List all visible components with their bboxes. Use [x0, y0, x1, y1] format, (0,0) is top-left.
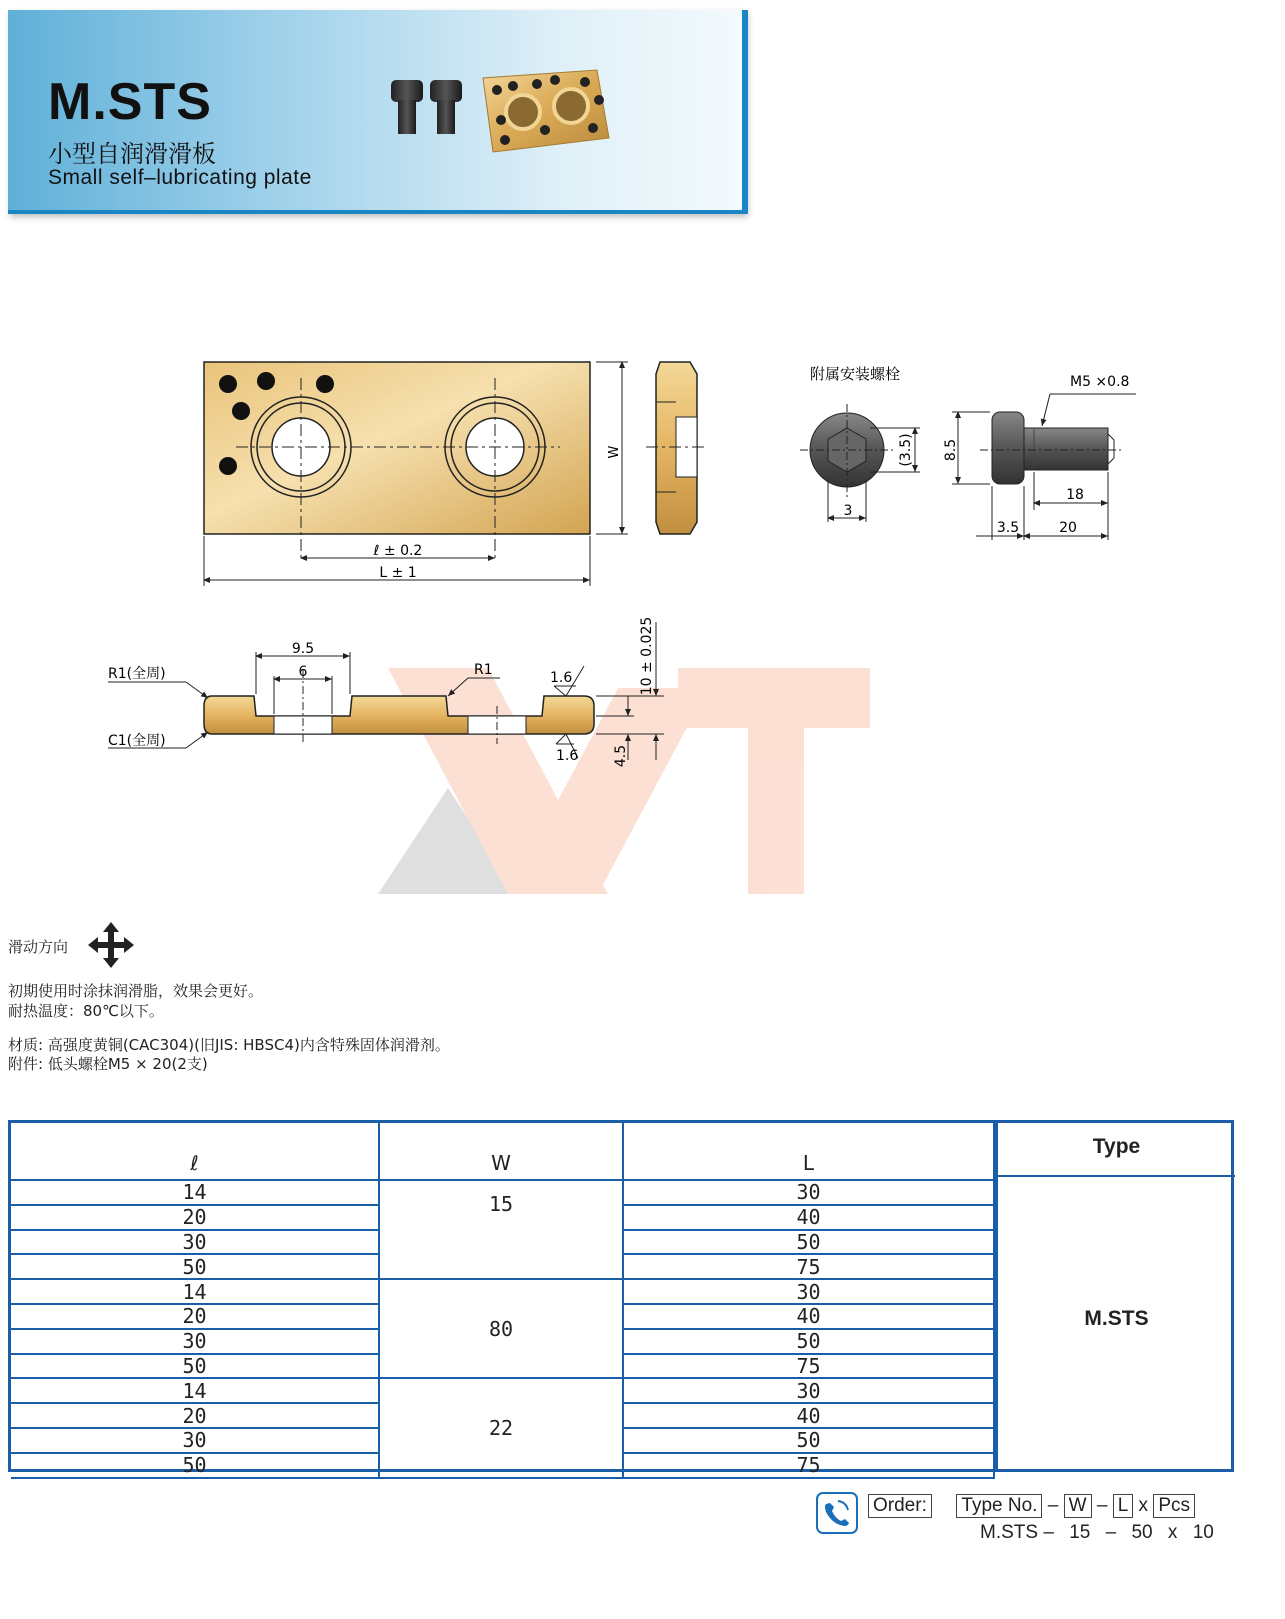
cell-w: 80: [379, 1279, 623, 1378]
bolt-side-view: [943, 374, 1136, 540]
table-row: [11, 1279, 994, 1304]
plate-side-view: [646, 362, 708, 534]
dim-w: W: [607, 445, 622, 459]
c1-all: C1(全周): [108, 733, 166, 749]
type-header: Type: [998, 1123, 1235, 1177]
plate-section-view: [108, 617, 664, 767]
table-row: [11, 1180, 994, 1205]
order-w: W: [1064, 1494, 1092, 1518]
order-x: x: [1167, 1522, 1178, 1543]
order-dash: –: [1043, 1522, 1054, 1543]
cell-l: 50: [11, 1354, 379, 1379]
note-heat: 耐热温度：80℃以下。: [8, 1002, 164, 1020]
cell-L: 50: [623, 1428, 994, 1453]
example-w: 15: [1069, 1522, 1091, 1543]
dim-4-5: 4.5: [613, 744, 629, 768]
r1-label: R1: [474, 662, 493, 678]
cell-L: 75: [623, 1354, 994, 1379]
plate-top-view: [204, 362, 628, 586]
bolt-end-view: [800, 404, 920, 522]
type-column: [995, 1123, 1235, 1469]
bolt-icon: [430, 80, 462, 134]
cell-L: 40: [623, 1304, 994, 1329]
thread-label: M5 ×0.8: [1070, 374, 1130, 390]
cell-L: 40: [623, 1403, 994, 1428]
spec-table: [8, 1120, 1234, 1478]
cell-l: 30: [11, 1428, 379, 1453]
subtitle-chinese: 小型自润滑滑板: [48, 140, 216, 168]
cell-l: 50: [11, 1453, 379, 1478]
product-photo: [385, 60, 625, 160]
order-l: L: [1113, 1494, 1134, 1518]
cell-l: 30: [11, 1230, 379, 1255]
dim-head-d: 8.5: [943, 438, 959, 462]
spec-grid: [11, 1123, 995, 1479]
example-pcs: 10: [1192, 1522, 1214, 1543]
order-dash: –: [1096, 1495, 1108, 1516]
roughness-top: 1.6: [550, 670, 573, 686]
cell-w: 22: [379, 1378, 623, 1477]
cell-L: 50: [623, 1230, 994, 1255]
order-label: Order:: [868, 1494, 932, 1518]
subtitle-english: Small self–lubricating plate: [48, 166, 312, 189]
cell-L: 30: [623, 1378, 994, 1403]
bolt-caption: 附属安装螺栓: [810, 365, 901, 383]
cell-L: 75: [623, 1453, 994, 1478]
banner-edge: [742, 10, 748, 214]
dim-hex: (3.5): [898, 433, 914, 467]
cell-l: 20: [11, 1205, 379, 1230]
phone-icon[interactable]: [816, 1492, 858, 1534]
cell-l: 14: [11, 1378, 379, 1403]
page-title: M.STS: [48, 73, 212, 131]
type-value: M.STS: [1084, 1307, 1149, 1330]
cell-l: 30: [11, 1329, 379, 1354]
note-lubrication: 初期使用时涂抹润滑脂，效果会更好。: [8, 982, 264, 1000]
cell-L: 30: [623, 1180, 994, 1205]
order-dash: –: [1105, 1522, 1117, 1543]
cell-L: 50: [623, 1329, 994, 1354]
dim-3: 3: [843, 503, 853, 519]
plate-photo: [483, 70, 609, 152]
dim-9-5: 9.5: [291, 641, 315, 657]
col-header-L: L: [623, 1123, 994, 1180]
cell-L: 30: [623, 1279, 994, 1304]
order-pcs: Pcs: [1153, 1494, 1195, 1518]
dim-20: 20: [1059, 520, 1077, 536]
order-row: [868, 1494, 1195, 1518]
dim-3-5: 3.5: [996, 520, 1020, 536]
cell-l: 14: [11, 1180, 379, 1205]
dim-6: 6: [298, 664, 308, 680]
dim-10: 10 ± 0.025: [639, 616, 655, 696]
col-header-l: ℓ: [11, 1123, 379, 1180]
order-dash: –: [1047, 1495, 1059, 1516]
order-example: [980, 1522, 1214, 1544]
four-way-arrow-icon: [86, 920, 136, 970]
example-type: M.STS: [980, 1522, 1039, 1543]
example-l: 50: [1131, 1522, 1153, 1543]
cell-l: 20: [11, 1304, 379, 1329]
col-header-w: W: [379, 1123, 623, 1180]
dim-18: 18: [1066, 487, 1084, 503]
note-material: 材质: 高强度黄铜(CAC304)(旧JIS: HBSC4)内含特殊固体润滑剂。: [8, 1036, 450, 1054]
bolt-icon: [391, 80, 423, 134]
dim-L: L ± 1: [379, 565, 417, 581]
cell-l: 20: [11, 1403, 379, 1428]
table-row: [11, 1378, 994, 1403]
order-x: x: [1138, 1495, 1149, 1516]
dim-l-small: ℓ ± 0.2: [373, 543, 423, 559]
technical-drawing: [0, 340, 1200, 800]
order-type-no: Type No.: [956, 1494, 1042, 1518]
cell-L: 75: [623, 1254, 994, 1279]
note-accessory: 附件: 低头螺栓M5 × 20(2支): [8, 1055, 208, 1073]
cell-w: 15: [379, 1180, 623, 1279]
cell-l: 14: [11, 1279, 379, 1304]
cell-L: 40: [623, 1205, 994, 1230]
roughness-bottom: 1.6: [556, 748, 579, 764]
slide-direction-label: 滑动方向: [8, 938, 69, 956]
cell-l: 50: [11, 1254, 379, 1279]
r1-all: R1(全周): [108, 666, 166, 682]
